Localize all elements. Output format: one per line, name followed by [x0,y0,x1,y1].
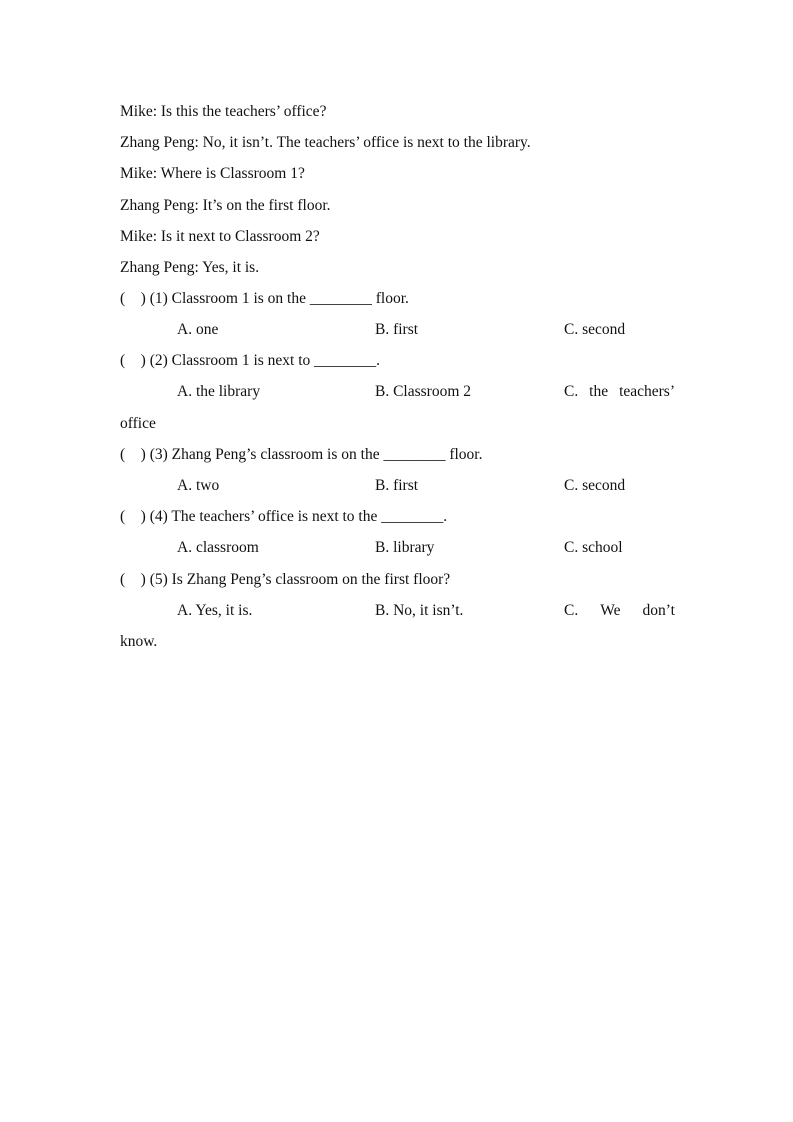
option-c: C. second [564,321,626,338]
option-c-word: teachers’ [619,383,675,400]
dialogue-line: Mike: Where is Classroom 1? [120,165,305,182]
option-c-word: don’t [642,602,675,619]
question-stem: ( ) (4) The teachers’ office is next to the ________. [120,508,448,525]
option-c-word: the [589,383,609,400]
option-c-word: C. [564,383,579,400]
option-b: B. library [375,539,435,556]
dialogue-line: Zhang Peng: It’s on the first floor. [120,197,331,214]
option-c: C. second [564,477,626,494]
question-stem: ( ) (2) Classroom 1 is next to ________. [120,352,381,369]
option-b: B. Classroom 2 [375,383,472,400]
option-a: A. one [177,321,219,338]
option-b: B. first [375,477,419,494]
option-b: B. No, it isn’t. [375,602,464,619]
option-a: A. classroom [177,539,259,556]
option-a: A. Yes, it is. [177,602,253,619]
option-a: A. two [177,477,220,494]
dialogue-line: Mike: Is this the teachers’ office? [120,103,327,120]
dialogue-line: Mike: Is it next to Classroom 2? [120,228,320,245]
dialogue-line: Zhang Peng: Yes, it is. [120,259,260,276]
option-c: C. school [564,539,623,556]
option-c-wrap: office [120,415,156,432]
option-c-word: C. [564,602,579,619]
option-c-word: We [600,602,621,619]
question-stem: ( ) (3) Zhang Peng’s classroom is on the ________ floor. [120,446,483,463]
option-c-wrap: know. [120,633,158,650]
question-stem: ( ) (1) Classroom 1 is on the ________ floor. [120,290,409,307]
question-stem: ( ) (5) Is Zhang Peng’s classroom on the first floor? [120,571,451,588]
option-a: A. the library [177,383,261,400]
option-c [564,382,675,402]
option-b: B. first [375,321,419,338]
dialogue-line: Zhang Peng: No, it isn’t. The teachers’ office is next to the library. [120,134,531,151]
option-c [564,601,675,621]
